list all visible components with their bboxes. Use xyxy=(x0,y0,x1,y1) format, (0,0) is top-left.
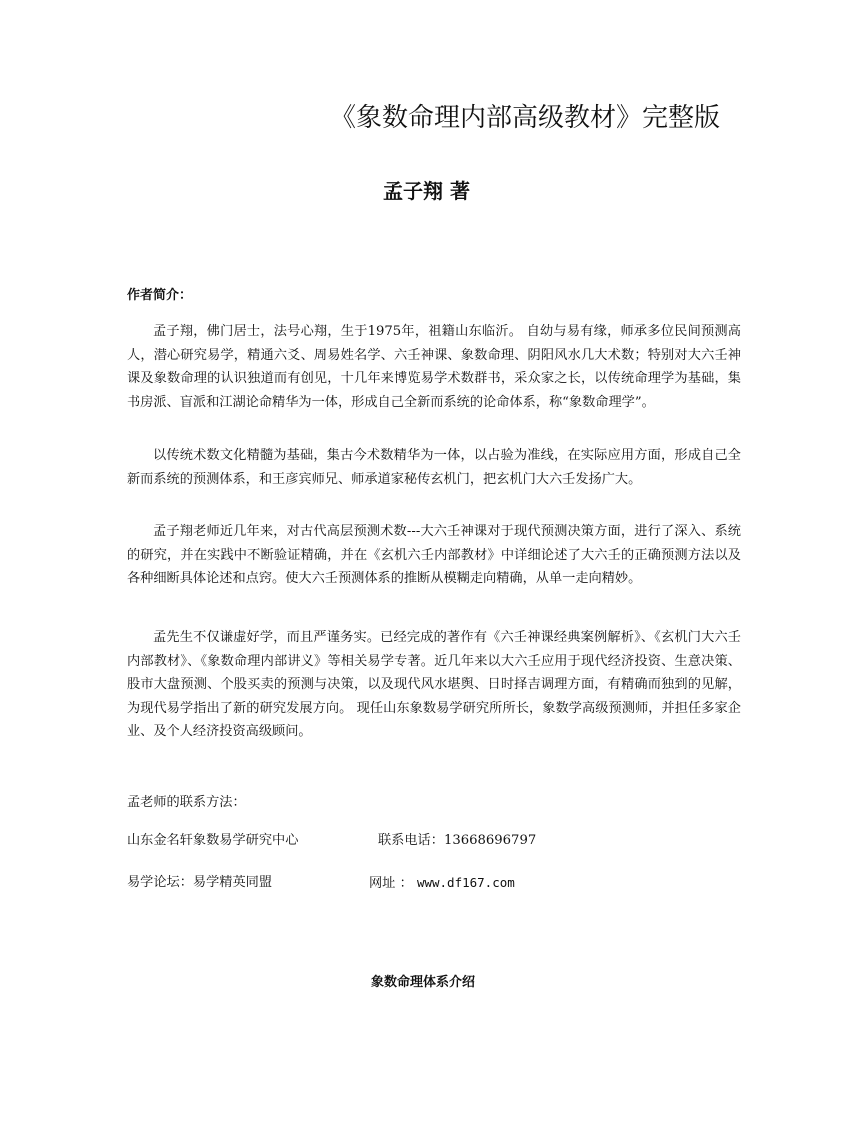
system-intro-heading: 象数命理体系介绍 xyxy=(371,975,476,990)
intro-paragraph-2: 以传统术数文化精髓为基础，集古今术数精华为一体，以占验为准线，在实际应用方面，形成自己全新而系统的预测体系，和王彦宾师兄、师承道家秘传玄机门，把玄机门大六壬发扬广大。 xyxy=(127,448,741,487)
author-line: 孟子翔 著 xyxy=(383,179,470,203)
contact-label: 孟老师的联系方法： xyxy=(127,795,246,810)
contact-site-url: www.df167.com xyxy=(416,875,515,890)
intro-paragraph-4: 孟先生不仅谦虚好学，而且严谨务实。已经完成的著作有《六壬神课经典案例解析》、《玄机门大六壬内部教材》、《象数命理内部讲义》等相关易学专著。近几年来以大六壬应用于现代经济投资、生意决策、股市大盘预测、个股买卖的预测与决策，以及现代风水堪舆、日时择吉调理方面，有精确而独到的见解，为现代易学指出了新的研究发展方向。 现任山东象数易学研究所所长，象数学高级预测师，并担任多家企业、及个人经济投资高级顾问。 xyxy=(127,630,741,739)
contact-forum: 易学论坛：易学精英同盟 xyxy=(127,875,273,890)
intro-heading: 作者简介： xyxy=(127,288,193,303)
contact-site-label: 网址 ： xyxy=(369,876,417,891)
contact-row-forum xyxy=(127,872,515,894)
document-title: 《象数命理内部高级教材》完整版 xyxy=(330,103,721,133)
contact-row-center xyxy=(127,830,537,852)
contact-center-name: 山东金名轩象数易学研究中心 xyxy=(127,833,299,848)
intro-paragraph-1: 孟子翔，佛门居士，法号心翔，生于1975年，祖籍山东临沂。 自幼与易有缘，师承多位民间预测高人，潜心研究易学，精通六爻、周易姓名学、六壬神课、象数命理、阴阳风水几大术数；特别对大六壬神课及象数命理的认识独道而有创见，十几年来博览易学术数群书，采众家之长，以传统命理学为基础，集书房派、盲派和江湖论命精华为一体，形成自己全新而系统的论命体系，称“象数命理学”。 xyxy=(127,324,741,410)
contact-phone-label: 联系电话： xyxy=(378,833,444,848)
contact-phone-number: 13668696797 xyxy=(443,833,537,848)
intro-paragraph-3: 孟子翔老师近几年来，对古代高层预测术数---大六壬神课对于现代预测决策方面，进行了深入、系统的研究，并在实践中不断验证精确，并在《玄机六壬内部教材》中详细论述了大六壬的正确预测方法以及各种细断具体论述和点窍。使大六壬预测体系的推断从模糊走向精确，从单一走向精妙。 xyxy=(127,524,741,586)
contact-website xyxy=(369,872,515,895)
contact-phone xyxy=(378,830,536,852)
